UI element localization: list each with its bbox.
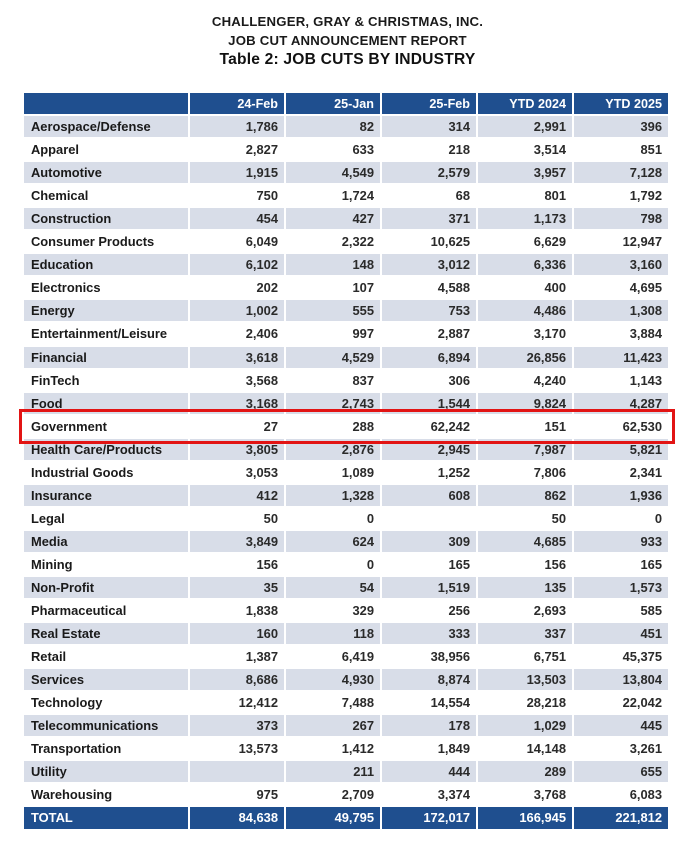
job-cuts-cell: 0 (286, 508, 380, 529)
industry-name: Retail (24, 646, 188, 667)
job-cuts-cell: 1,838 (190, 600, 284, 621)
job-cuts-cell: 2,709 (286, 784, 380, 805)
industry-name: Media (24, 531, 188, 552)
job-cuts-cell: 6,049 (190, 231, 284, 252)
industry-name: Financial (24, 347, 188, 368)
industry-name: Industrial Goods (24, 462, 188, 483)
table-row (24, 162, 668, 183)
industry-name: Telecommunications (24, 715, 188, 736)
job-cuts-cell: 3,170 (478, 323, 572, 344)
industry-name: Health Care/Products (24, 439, 188, 460)
table-row (24, 323, 668, 344)
job-cuts-cell: 256 (382, 600, 476, 621)
job-cuts-cell: 165 (574, 554, 668, 575)
job-cuts-cell: 9,824 (478, 393, 572, 414)
job-cuts-cell: 54 (286, 577, 380, 598)
job-cuts-cell (190, 761, 284, 782)
table-row (24, 370, 668, 391)
job-cuts-cell: 7,806 (478, 462, 572, 483)
table-row (24, 439, 668, 460)
job-cuts-cell: 2,341 (574, 462, 668, 483)
job-cuts-cell: 62,530 (574, 416, 668, 437)
total-cell: 84,638 (190, 807, 284, 828)
job-cuts-cell: 68 (382, 185, 476, 206)
job-cuts-cell: 837 (286, 370, 380, 391)
job-cuts-cell: 1,936 (574, 485, 668, 506)
job-cuts-cell: 3,957 (478, 162, 572, 183)
job-cuts-cell: 412 (190, 485, 284, 506)
job-cuts-cell: 14,554 (382, 692, 476, 713)
column-header-ytd-2024: YTD 2024 (478, 93, 572, 114)
job-cuts-cell: 211 (286, 761, 380, 782)
industry-name: Non-Profit (24, 577, 188, 598)
job-cuts-cell: 1,915 (190, 162, 284, 183)
job-cuts-cell: 165 (382, 554, 476, 575)
job-cuts-cell: 655 (574, 761, 668, 782)
job-cuts-cell: 2,887 (382, 323, 476, 344)
job-cuts-cell: 1,412 (286, 738, 380, 759)
job-cuts-cell: 4,685 (478, 531, 572, 552)
job-cuts-cell: 2,322 (286, 231, 380, 252)
column-header-industry (24, 93, 188, 114)
job-cuts-cell: 3,884 (574, 323, 668, 344)
job-cuts-cell: 750 (190, 185, 284, 206)
job-cuts-cell: 45,375 (574, 646, 668, 667)
job-cuts-cell: 309 (382, 531, 476, 552)
job-cuts-cell: 267 (286, 715, 380, 736)
table-body (24, 116, 668, 805)
job-cuts-cell: 289 (478, 761, 572, 782)
job-cuts-cell: 337 (478, 623, 572, 644)
job-cuts-cell: 4,930 (286, 669, 380, 690)
job-cuts-cell: 624 (286, 531, 380, 552)
job-cuts-cell: 14,148 (478, 738, 572, 759)
table-row (24, 761, 668, 782)
table-row (24, 231, 668, 252)
job-cuts-cell: 396 (574, 116, 668, 137)
total-cell: 166,945 (478, 807, 572, 828)
job-cuts-cell: 1,029 (478, 715, 572, 736)
job-cuts-cell: 3,160 (574, 254, 668, 275)
job-cuts-cell: 0 (574, 508, 668, 529)
job-cuts-cell: 6,102 (190, 254, 284, 275)
job-cuts-cell: 1,724 (286, 185, 380, 206)
industry-name: Energy (24, 300, 188, 321)
job-cuts-cell: 156 (190, 554, 284, 575)
job-cuts-cell: 1,387 (190, 646, 284, 667)
job-cuts-cell: 118 (286, 623, 380, 644)
job-cuts-cell: 6,083 (574, 784, 668, 805)
job-cuts-cell: 160 (190, 623, 284, 644)
job-cuts-cell: 555 (286, 300, 380, 321)
total-row (24, 807, 668, 828)
total-cell: 49,795 (286, 807, 380, 828)
industry-name: Food (24, 393, 188, 414)
job-cuts-cell: 107 (286, 277, 380, 298)
industry-name: Transportation (24, 738, 188, 759)
column-header-25-jan: 25-Jan (286, 93, 380, 114)
job-cuts-cell: 801 (478, 185, 572, 206)
company-name: CHALLENGER, GRAY & CHRISTMAS, INC. (211, 14, 484, 29)
report-header (0, 12, 695, 70)
job-cuts-cell: 4,287 (574, 393, 668, 414)
table-row (24, 139, 668, 160)
job-cuts-cell: 1,849 (382, 738, 476, 759)
job-cuts-cell: 3,012 (382, 254, 476, 275)
column-header-24-feb: 24-Feb (190, 93, 284, 114)
industry-name: Warehousing (24, 784, 188, 805)
industry-name: Services (24, 669, 188, 690)
job-cuts-cell: 1,089 (286, 462, 380, 483)
report-name: JOB CUT ANNOUNCEMENT REPORT (228, 33, 467, 48)
job-cuts-cell: 2,693 (478, 600, 572, 621)
job-cuts-cell: 1,002 (190, 300, 284, 321)
table-row (24, 784, 668, 805)
job-cuts-cell: 13,503 (478, 669, 572, 690)
job-cuts-cell: 7,488 (286, 692, 380, 713)
job-cuts-cell: 3,261 (574, 738, 668, 759)
job-cuts-cell: 4,529 (286, 347, 380, 368)
job-cuts-cell: 4,695 (574, 277, 668, 298)
job-cuts-cell: 3,805 (190, 439, 284, 460)
job-cuts-cell: 2,827 (190, 139, 284, 160)
table-row (24, 254, 668, 275)
job-cuts-cell: 633 (286, 139, 380, 160)
job-cuts-cell: 38,956 (382, 646, 476, 667)
total-cell: 221,812 (574, 807, 668, 828)
job-cuts-cell: 3,514 (478, 139, 572, 160)
industry-name: Insurance (24, 485, 188, 506)
job-cuts-cell: 218 (382, 139, 476, 160)
job-cuts-table (22, 91, 670, 831)
job-cuts-cell: 329 (286, 600, 380, 621)
job-cuts-cell: 13,804 (574, 669, 668, 690)
job-cuts-cell: 1,308 (574, 300, 668, 321)
job-cuts-cell: 12,412 (190, 692, 284, 713)
job-cuts-cell: 933 (574, 531, 668, 552)
table-row (24, 669, 668, 690)
table-row (24, 531, 668, 552)
table-row (24, 577, 668, 598)
industry-name: Electronics (24, 277, 188, 298)
job-cuts-cell: 35 (190, 577, 284, 598)
industry-name: Apparel (24, 139, 188, 160)
job-cuts-cell: 8,874 (382, 669, 476, 690)
job-cuts-cell: 2,743 (286, 393, 380, 414)
job-cuts-cell: 6,894 (382, 347, 476, 368)
job-cuts-cell: 1,544 (382, 393, 476, 414)
job-cuts-cell: 11,423 (574, 347, 668, 368)
job-cuts-cell: 445 (574, 715, 668, 736)
job-cuts-cell: 1,519 (382, 577, 476, 598)
job-cuts-cell: 333 (382, 623, 476, 644)
job-cuts-cell: 3,768 (478, 784, 572, 805)
table-row (24, 208, 668, 229)
job-cuts-cell: 454 (190, 208, 284, 229)
job-cuts-cell: 3,568 (190, 370, 284, 391)
job-cuts-cell: 4,486 (478, 300, 572, 321)
job-cuts-cell: 400 (478, 277, 572, 298)
table-row (24, 715, 668, 736)
industry-name: Government (24, 416, 188, 437)
job-cuts-cell: 753 (382, 300, 476, 321)
job-cuts-cell: 22,042 (574, 692, 668, 713)
job-cuts-cell: 2,991 (478, 116, 572, 137)
industry-name: Automotive (24, 162, 188, 183)
job-cuts-cell: 6,419 (286, 646, 380, 667)
industry-name: Consumer Products (24, 231, 188, 252)
job-cuts-cell: 7,128 (574, 162, 668, 183)
job-cuts-cell: 28,218 (478, 692, 572, 713)
job-cuts-cell: 371 (382, 208, 476, 229)
job-cuts-cell: 6,336 (478, 254, 572, 275)
table-row (24, 485, 668, 506)
table-row (24, 393, 668, 414)
job-cuts-cell: 151 (478, 416, 572, 437)
industry-name: Legal (24, 508, 188, 529)
industry-name: Real Estate (24, 623, 188, 644)
job-cuts-cell: 50 (190, 508, 284, 529)
job-cuts-cell: 50 (478, 508, 572, 529)
table-row (24, 508, 668, 529)
table-row (24, 300, 668, 321)
table-row (24, 646, 668, 667)
job-cuts-cell: 2,876 (286, 439, 380, 460)
job-cuts-cell: 975 (190, 784, 284, 805)
table-header-row (24, 93, 668, 114)
table-row (24, 185, 668, 206)
job-cuts-cell: 585 (574, 600, 668, 621)
job-cuts-cell: 862 (478, 485, 572, 506)
job-cuts-cell: 851 (574, 139, 668, 160)
job-cuts-cell: 6,629 (478, 231, 572, 252)
job-cuts-cell: 2,406 (190, 323, 284, 344)
total-label: TOTAL (24, 807, 188, 828)
job-cuts-cell: 1,252 (382, 462, 476, 483)
table-row (24, 600, 668, 621)
industry-name: Chemical (24, 185, 188, 206)
job-cuts-cell: 7,987 (478, 439, 572, 460)
table-row (24, 692, 668, 713)
job-cuts-cell: 306 (382, 370, 476, 391)
job-cuts-cell: 451 (574, 623, 668, 644)
industry-name: Pharmaceutical (24, 600, 188, 621)
table-row (24, 623, 668, 644)
job-cuts-cell: 798 (574, 208, 668, 229)
total-cell: 172,017 (382, 807, 476, 828)
job-cuts-cell: 4,588 (382, 277, 476, 298)
industry-name: Utility (24, 761, 188, 782)
job-cuts-cell: 13,573 (190, 738, 284, 759)
job-cuts-cell: 3,168 (190, 393, 284, 414)
table-row (24, 116, 668, 137)
job-cuts-cell: 27 (190, 416, 284, 437)
job-cuts-cell: 1,792 (574, 185, 668, 206)
table-title: Table 2: JOB CUTS BY INDUSTRY (219, 51, 476, 68)
table-row (24, 416, 668, 437)
job-cuts-cell: 4,240 (478, 370, 572, 391)
job-cuts-cell: 1,786 (190, 116, 284, 137)
job-cuts-cell: 1,173 (478, 208, 572, 229)
job-cuts-cell: 2,579 (382, 162, 476, 183)
job-cuts-cell: 82 (286, 116, 380, 137)
job-cuts-cell: 8,686 (190, 669, 284, 690)
table-row (24, 738, 668, 759)
job-cuts-cell: 3,849 (190, 531, 284, 552)
job-cuts-cell: 156 (478, 554, 572, 575)
job-cuts-cell: 5,821 (574, 439, 668, 460)
job-cuts-cell: 608 (382, 485, 476, 506)
column-header-ytd-2025: YTD 2025 (574, 93, 668, 114)
job-cuts-cell: 6,751 (478, 646, 572, 667)
job-cuts-cell: 427 (286, 208, 380, 229)
industry-name: Aerospace/Defense (24, 116, 188, 137)
job-cuts-cell: 0 (286, 554, 380, 575)
job-cuts-cell: 1,573 (574, 577, 668, 598)
column-header-25-feb: 25-Feb (382, 93, 476, 114)
job-cuts-cell: 1,143 (574, 370, 668, 391)
industry-name: Construction (24, 208, 188, 229)
table-row (24, 347, 668, 368)
job-cuts-cell: 373 (190, 715, 284, 736)
table-row (24, 554, 668, 575)
job-cuts-cell: 4,549 (286, 162, 380, 183)
job-cuts-cell: 314 (382, 116, 476, 137)
job-cuts-cell: 178 (382, 715, 476, 736)
job-cuts-cell: 1,328 (286, 485, 380, 506)
job-cuts-cell: 62,242 (382, 416, 476, 437)
job-cuts-cell: 26,856 (478, 347, 572, 368)
job-cuts-cell: 202 (190, 277, 284, 298)
job-cuts-cell: 444 (382, 761, 476, 782)
industry-name: Mining (24, 554, 188, 575)
job-cuts-cell: 135 (478, 577, 572, 598)
job-cuts-cell: 148 (286, 254, 380, 275)
job-cuts-cell (382, 508, 476, 529)
job-cuts-cell: 3,618 (190, 347, 284, 368)
job-cuts-cell: 997 (286, 323, 380, 344)
industry-name: Entertainment/Leisure (24, 323, 188, 344)
industry-name: FinTech (24, 370, 188, 391)
job-cuts-cell: 288 (286, 416, 380, 437)
table-row (24, 462, 668, 483)
industry-name: Education (24, 254, 188, 275)
job-cuts-cell: 2,945 (382, 439, 476, 460)
industry-name: Technology (24, 692, 188, 713)
job-cuts-cell: 10,625 (382, 231, 476, 252)
job-cuts-cell: 3,374 (382, 784, 476, 805)
job-cuts-cell: 3,053 (190, 462, 284, 483)
table-row (24, 277, 668, 298)
job-cuts-cell: 12,947 (574, 231, 668, 252)
